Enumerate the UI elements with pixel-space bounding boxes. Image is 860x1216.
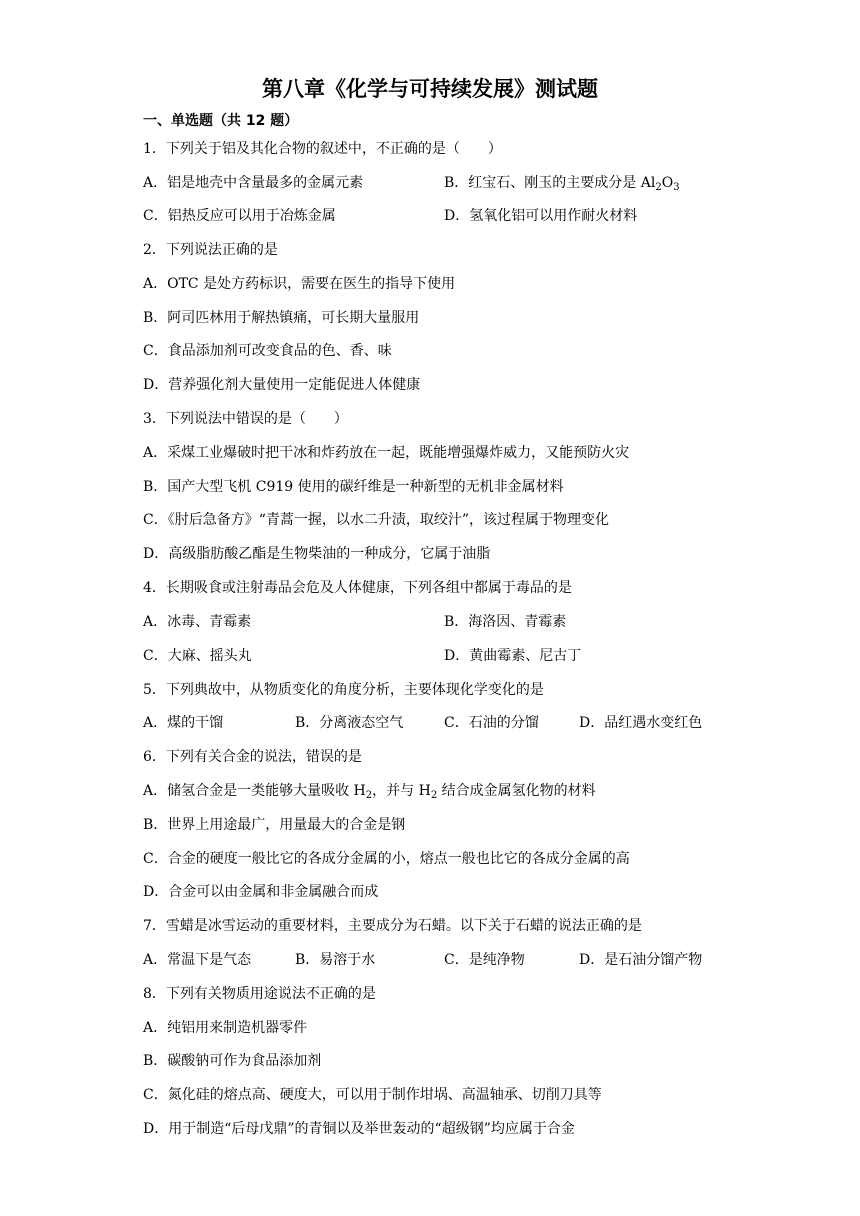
question-5-option-b: B．分离液态空气 <box>295 715 404 731</box>
question-8-option-b: B．碳酸钠可作为食品添加剂 <box>143 1053 322 1069</box>
question-7-option-c: C．是纯净物 <box>444 952 525 968</box>
question-4-option-a: A．冰毒、青霉素 <box>143 614 252 630</box>
question-5-stem: 5．下列典故中，从物质变化的角度分析，主要体现化学变化的是 <box>143 682 544 698</box>
question-3-option-c: C．《肘后急备方》“青蒿一握，以水二升渍，取绞汁”，该过程属于物理变化 <box>143 512 610 528</box>
question-6-option-b: B．世界上用途最广，用量最大的合金是钢 <box>143 817 406 833</box>
question-1-option-b: B．红宝石、刚玉的主要成分是 $Al_2O_3$ <box>444 175 680 193</box>
question-8-option-d: D．用于制造“后母戊鼎”的青铜以及举世轰动的“超级钢”均应属于合金 <box>143 1121 575 1137</box>
question-3-option-a: A．采煤工业爆破时把干冰和炸药放在一起，既能增强爆炸威力，又能预防火灾 <box>143 445 630 461</box>
question-7-option-b: B．易溶于水 <box>295 952 376 968</box>
question-4-option-b: B．海洛因、青霉素 <box>444 614 567 630</box>
question-7-option-d: D．是石油分馏产物 <box>579 952 703 968</box>
section-heading: 一、单选题（共 12 题） <box>143 113 299 129</box>
question-6-option-a: A．储氢合金是一类能够大量吸收 $H_2$，并与 $H_2$ 结合成金属氢化物的材料 <box>143 783 596 801</box>
question-8-option-a: A．纯铝用来制造机器零件 <box>143 1020 308 1036</box>
question-6-option-c: C．合金的硬度一般比它的各成分金属的小，熔点一般也比它的各成分金属的高 <box>143 851 630 867</box>
question-1-option-c: C．铝热反应可以用于冶炼金属 <box>143 208 336 224</box>
question-2-option-a: A．OTC 是处方药标识，需要在医生的指导下使用 <box>143 276 456 292</box>
question-2-option-d: D．营养强化剂大量使用一定能促进人体健康 <box>143 377 421 393</box>
question-5-option-d: D．品红遇水变红色 <box>579 715 703 731</box>
question-6-stem: 6．下列有关合金的说法，错误的是 <box>143 749 362 765</box>
question-7-option-a: A．常温下是气态 <box>143 952 252 968</box>
question-2-stem: 2．下列说法正确的是 <box>143 242 278 258</box>
question-8-stem: 8．下列有关物质用途说法不正确的是 <box>143 986 376 1002</box>
question-7-stem: 7．雪蜡是冰雪运动的重要材料，主要成分为石蜡。以下关于石蜡的说法正确的是 <box>143 918 642 934</box>
question-5-option-c: C．石油的分馏 <box>444 715 539 731</box>
question-6-option-d: D．合金可以由金属和非金属融合而成 <box>143 884 379 900</box>
question-3-option-b: B．国产大型飞机 C919 使用的碳纤维是一种新型的无机非金属材料 <box>143 479 564 495</box>
question-8-option-c: C．氮化硅的熔点高、硬度大，可以用于制作坩埚、高温轴承、切削刀具等 <box>143 1087 602 1103</box>
question-3-stem: 3．下列说法中错误的是（ ） <box>143 411 348 427</box>
question-2-option-c: C．食品添加剂可改变食品的色、香、味 <box>143 343 392 359</box>
question-4-option-d: D．黄曲霉素、尼古丁 <box>444 648 582 664</box>
question-1-stem: 1．下列关于铝及其化合物的叙述中，不正确的是（ ） <box>143 141 502 157</box>
question-1-option-a: A．铝是地壳中含量最多的金属元素 <box>143 175 364 191</box>
question-1-option-d: D．氢氧化铝可以用作耐火材料 <box>444 208 638 224</box>
question-2-option-b: B．阿司匹林用于解热镇痛，可长期大量服用 <box>143 310 420 326</box>
question-5-option-a: A．煤的干馏 <box>143 715 224 731</box>
question-4-stem: 4．长期吸食或注射毒品会危及人体健康，下列各组中都属于毒品的是 <box>143 580 572 596</box>
question-4-option-c: C．大麻、摇头丸 <box>143 648 252 664</box>
page-title: 第八章《化学与可持续发展》测试题 <box>262 76 598 101</box>
question-3-option-d: D．高级脂肪酸乙酯是生物柴油的一种成分，它属于油脂 <box>143 546 491 562</box>
